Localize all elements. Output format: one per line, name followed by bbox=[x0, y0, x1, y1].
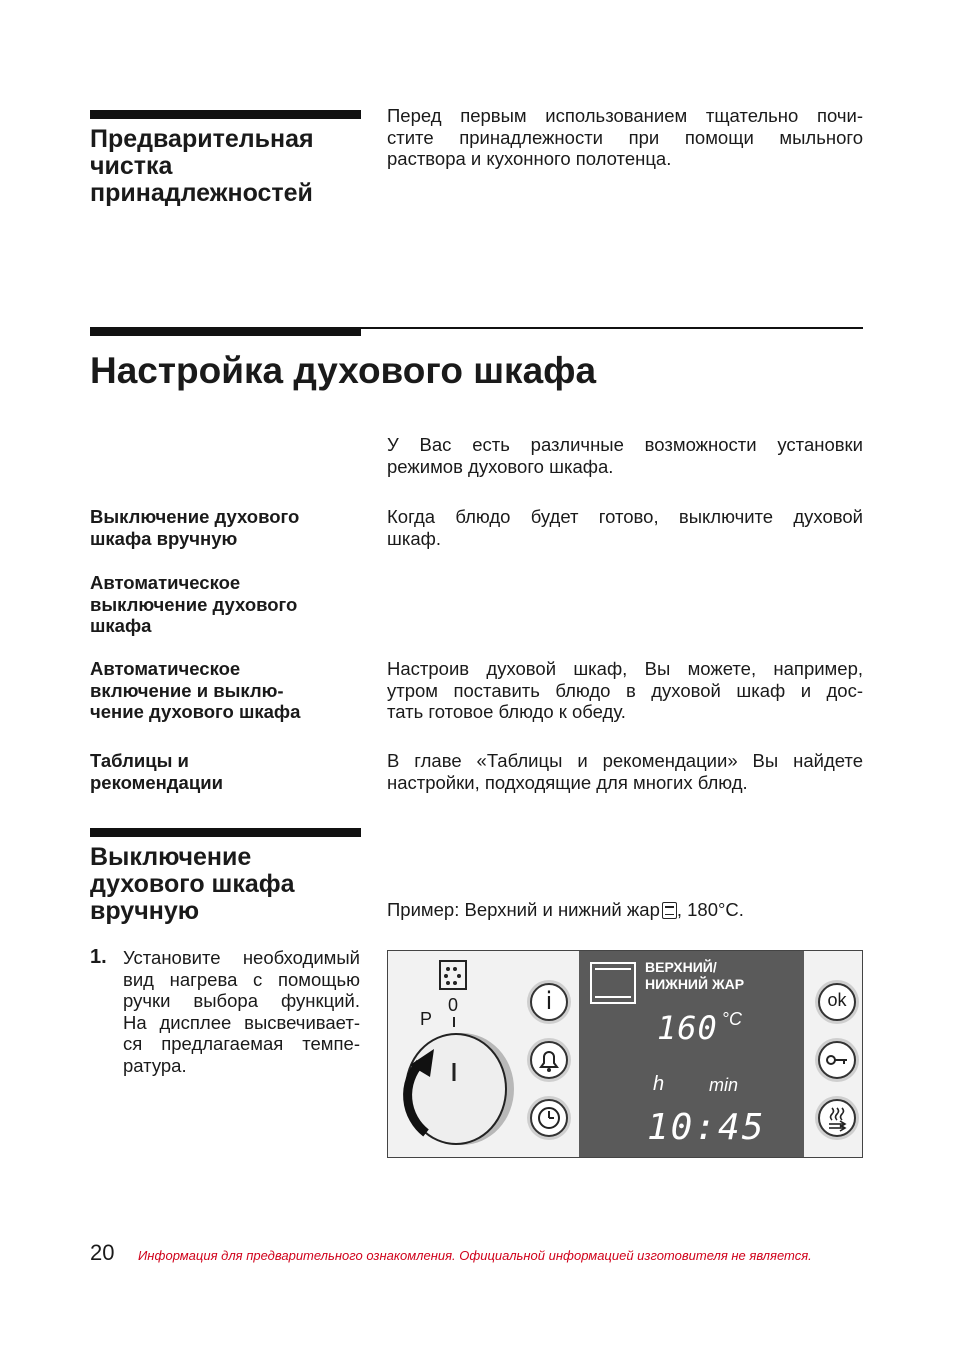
ok-label: ok bbox=[827, 990, 847, 1010]
bell-icon bbox=[532, 1043, 566, 1077]
section-rule-2-thin bbox=[361, 327, 863, 329]
section-title-manual-off: Выключение духового шкафа вручную bbox=[90, 843, 295, 925]
section-title-precleaning: Предварительная чистка принадлежностей bbox=[90, 125, 314, 207]
top-bottom-heat-display-icon bbox=[589, 961, 637, 1005]
section-rule-3 bbox=[90, 828, 361, 837]
minute-label: min bbox=[709, 1075, 739, 1095]
label-tables: Таблицы и рекомендации bbox=[90, 750, 223, 793]
intro-text: У Вас есть различные возможности установки режимов духового шкафа. bbox=[387, 434, 863, 477]
knob-label-zero: 0 bbox=[448, 995, 459, 1015]
clock-icon bbox=[532, 1101, 566, 1135]
oven-display bbox=[579, 951, 804, 1158]
example-text: Пример: Верхний и нижний жар , 180°C. bbox=[387, 899, 744, 920]
step-number: 1. bbox=[90, 946, 107, 968]
top-bottom-heat-icon bbox=[662, 902, 677, 919]
child-lock-button[interactable] bbox=[818, 1041, 856, 1079]
info-icon: i bbox=[545, 987, 553, 1015]
text-manual-off: Когда блюдо будет готово, выключите духовой шкаф. bbox=[387, 506, 863, 549]
mode-name: ВЕРХНИЙ/ НИЖНИЙ ЖАР bbox=[645, 959, 745, 992]
function-selector-knob[interactable] bbox=[396, 1023, 516, 1153]
precleaning-text: Перед первым использованием тщательно почи- стите принадлежности при помощи мыльного раствора и кухонного полотенца. bbox=[387, 105, 863, 169]
page-number: 20 bbox=[90, 1240, 115, 1265]
hour-label: h bbox=[653, 1073, 665, 1095]
step-text: Установите необходимый вид нагрева с помощью ручки выбора функций. На дисплее высвечивает- ся предлагаемая темпе- ратура. bbox=[123, 947, 360, 1076]
label-manual-off: Выключение духового шкафа вручную bbox=[90, 506, 300, 549]
knob-label-p: P bbox=[420, 1009, 433, 1029]
rapid-heat-button[interactable] bbox=[818, 1099, 856, 1137]
page-title: Настройка духового шкафа bbox=[90, 350, 597, 391]
text-tables: В главе «Таблицы и рекомендации» Вы найдете настройки, подходящие для многих блюд. bbox=[387, 750, 863, 793]
label-auto-on-off: Автоматическое включение и выклю- чение духового шкафа bbox=[90, 658, 301, 722]
info-button[interactable] bbox=[530, 983, 568, 1021]
rapid-heat-icon bbox=[820, 1101, 854, 1135]
footer-disclaimer: Информация для предварительного ознакомления. Официальной информацией изготовителя не является. bbox=[138, 1248, 812, 1263]
section-rule-2 bbox=[90, 327, 361, 336]
function-select-icon bbox=[438, 959, 468, 991]
label-auto-off: Автоматическое выключение духового шкафа bbox=[90, 572, 298, 636]
temperature-readout: 160 °C bbox=[657, 1009, 742, 1047]
time-readout: 10:45 bbox=[647, 1107, 766, 1148]
ok-button[interactable] bbox=[818, 983, 856, 1021]
text-auto-on-off: Настроив духовой шкаф, Вы можете, например, утром поставить блюдо в духовой шкаф и дос- тать готовое блюдо к обеду. bbox=[387, 658, 863, 722]
oven-control-panel bbox=[387, 950, 863, 1158]
section-rule-1 bbox=[90, 110, 361, 119]
key-icon bbox=[820, 1043, 854, 1077]
clock-button[interactable] bbox=[530, 1099, 568, 1137]
alarm-bell-button[interactable] bbox=[530, 1041, 568, 1079]
